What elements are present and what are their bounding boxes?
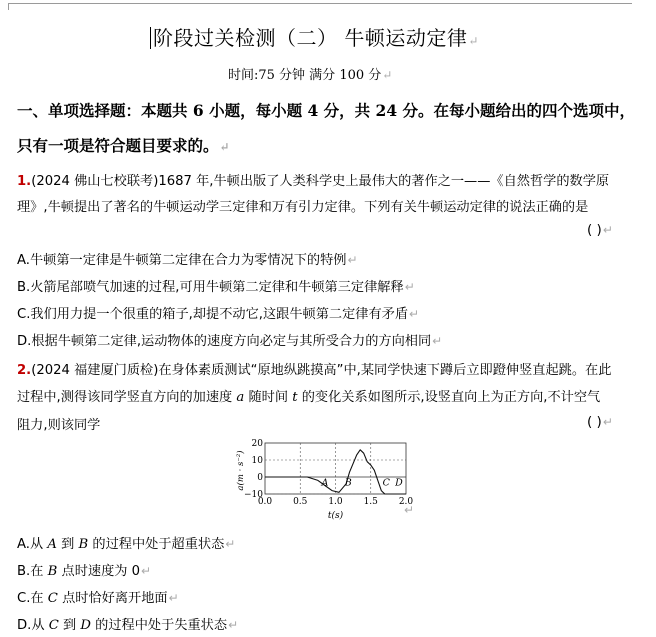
q2-answer-blank: [587, 414, 613, 430]
x-axis-title: t(s): [327, 511, 344, 521]
q1-text-1: (2024 佛山七校联考)1687 年,牛顿出版了人类科学史上最伟大的著作之一——《自然哲学的数学原: [31, 174, 610, 189]
q2-text-2a: 过程中,测得该同学竖直方向的加速度: [17, 390, 237, 405]
q2-option-a-v2: B: [78, 537, 89, 552]
acceleration-time-chart: [234, 439, 424, 524]
point-label-c: C: [382, 477, 390, 489]
return-mark-icon: ↵: [404, 503, 415, 517]
return-mark-icon: ↵: [602, 415, 613, 429]
x-tick-label: 0.5: [293, 497, 308, 507]
return-mark-icon: ↵: [468, 34, 479, 48]
q1-option-a-text: A.牛顿第一定律是牛顿第二定律在合力为零情况下的特例: [17, 253, 347, 268]
point-label-d: D: [395, 477, 403, 489]
q1-option-d-text: D.根据牛顿第二定律,运动物体的速度方向必定与其所受合力的方向相同: [17, 334, 432, 349]
q2-option-c: [17, 587, 179, 606]
q1-option-b-text: B.火箭尾部喷气加速的过程,可用牛顿第二定律和牛顿第三定律解释: [17, 280, 404, 295]
q2-option-a-pre: A.从: [17, 537, 48, 552]
q2-option-a: [17, 533, 235, 552]
q1-paren: ( ): [587, 222, 602, 238]
text-cursor: [150, 27, 151, 49]
y-tick-label: 0: [257, 473, 263, 483]
q2-option-a-post: 的过程中处于超重状态: [88, 537, 225, 552]
q2-text-2b: 随时间: [244, 390, 293, 405]
q2-text-2c: 的变化关系如图所示,设竖直向上为正方向,不计空气: [297, 390, 601, 405]
q2-option-d: [17, 614, 238, 633]
point-label-b: B: [344, 477, 352, 489]
x-tick-label: 0.0: [257, 497, 273, 507]
exam-info-text: 时间:75 分钟 满分 100 分: [228, 68, 382, 83]
q2-var-a: a: [236, 390, 245, 405]
x-tick-label: 2.0: [398, 497, 414, 507]
q2-option-c-v1: C: [47, 591, 58, 606]
exam-info: [228, 64, 392, 83]
q1-answer-blank: [587, 222, 613, 238]
q1-text-2: 理》,牛顿提出了著名的牛顿运动学三定律和万有引力定律。下列有关牛顿运动定律的说法正确的是: [17, 200, 589, 215]
return-mark-icon: ↵: [602, 223, 613, 237]
section-heading-cont: [17, 134, 230, 156]
q2-number: 2.: [17, 363, 32, 378]
q2-option-d-post: 的过程中处于失重状态: [90, 618, 228, 633]
q2-option-b-v1: B: [47, 564, 58, 579]
q1-stem-line1: [17, 170, 609, 189]
return-mark-icon: ↵: [141, 564, 152, 578]
q2-option-d-pre: D.从: [17, 618, 49, 633]
q2-option-c-mid: 点时恰好离开地面: [57, 591, 168, 606]
x-tick-label: 1.5: [363, 497, 378, 507]
header-rule-corner: [8, 3, 9, 10]
q1-option-d: [17, 330, 442, 349]
section-heading: [17, 99, 635, 121]
y-tick-label: 10: [251, 456, 263, 466]
q2-option-b: [17, 560, 151, 579]
return-mark-icon: ↵: [219, 140, 230, 154]
section-heading-line2: 只有一项是符合题目要求的。: [17, 136, 219, 155]
q1-option-c: [17, 303, 419, 322]
y-tick-label: 20: [251, 439, 263, 449]
q2-option-d-v2: D: [80, 618, 91, 633]
q2-option-b-pre: B.在: [17, 564, 48, 579]
return-mark-icon: ↵: [225, 537, 236, 551]
y-tick-label: −10: [244, 490, 263, 500]
return-mark-icon: ↵: [404, 280, 415, 294]
header-rule: [8, 3, 632, 4]
return-mark-icon: ↵: [409, 307, 420, 321]
q2-text-1: (2024 福建厦门质检)在身体素质测试“原地纵跳摸高”中,某同学快速下蹲后立即蹬伸竖直起跳。在此: [31, 363, 612, 378]
q2-text-3: 阻力,则该同学: [17, 418, 101, 433]
page-title: [150, 22, 479, 51]
return-mark-icon: ↵: [382, 68, 393, 82]
point-label-a: A: [321, 477, 329, 489]
q2-option-b-mid: 点时速度为 0: [57, 564, 141, 579]
q1-option-c-text: C.我们用力提一个很重的箱子,却提不动它,这跟牛顿第二定律有矛盾: [17, 307, 409, 322]
q2-stem-line1: [17, 359, 611, 378]
return-mark-icon: ↵: [168, 591, 179, 605]
q2-option-a-v1: A: [47, 537, 57, 552]
return-mark-icon: ↵: [432, 334, 443, 348]
q1-option-a: [17, 249, 358, 268]
return-mark-icon: ↵: [228, 618, 239, 632]
q1-stem-line2: [17, 196, 588, 215]
y-axis-title: a(m · s⁻²): [236, 450, 246, 491]
q2-paren: ( ): [587, 414, 602, 430]
x-tick-label: 1.0: [328, 497, 343, 507]
page-title-text: 阶段过关检测（二） 牛顿运动定律: [153, 26, 468, 50]
q2-stem-line3: [17, 414, 100, 433]
q2-option-d-mid: 到: [58, 618, 81, 633]
return-mark-icon: ↵: [347, 253, 358, 267]
q2-option-c-pre: C.在: [17, 591, 48, 606]
section-heading-line1: 一、单项选择题：本题共 6 小题，每小题 4 分，共 24 分。在每小题给出的四个选项中，: [17, 101, 636, 120]
q2-stem-line2: [17, 386, 600, 405]
q1-option-b: [17, 276, 415, 295]
q2-option-a-mid: 到: [56, 537, 79, 552]
q2-var-t: t: [292, 390, 298, 405]
q1-number: 1.: [17, 174, 32, 189]
q2-option-d-v1: C: [48, 618, 59, 633]
